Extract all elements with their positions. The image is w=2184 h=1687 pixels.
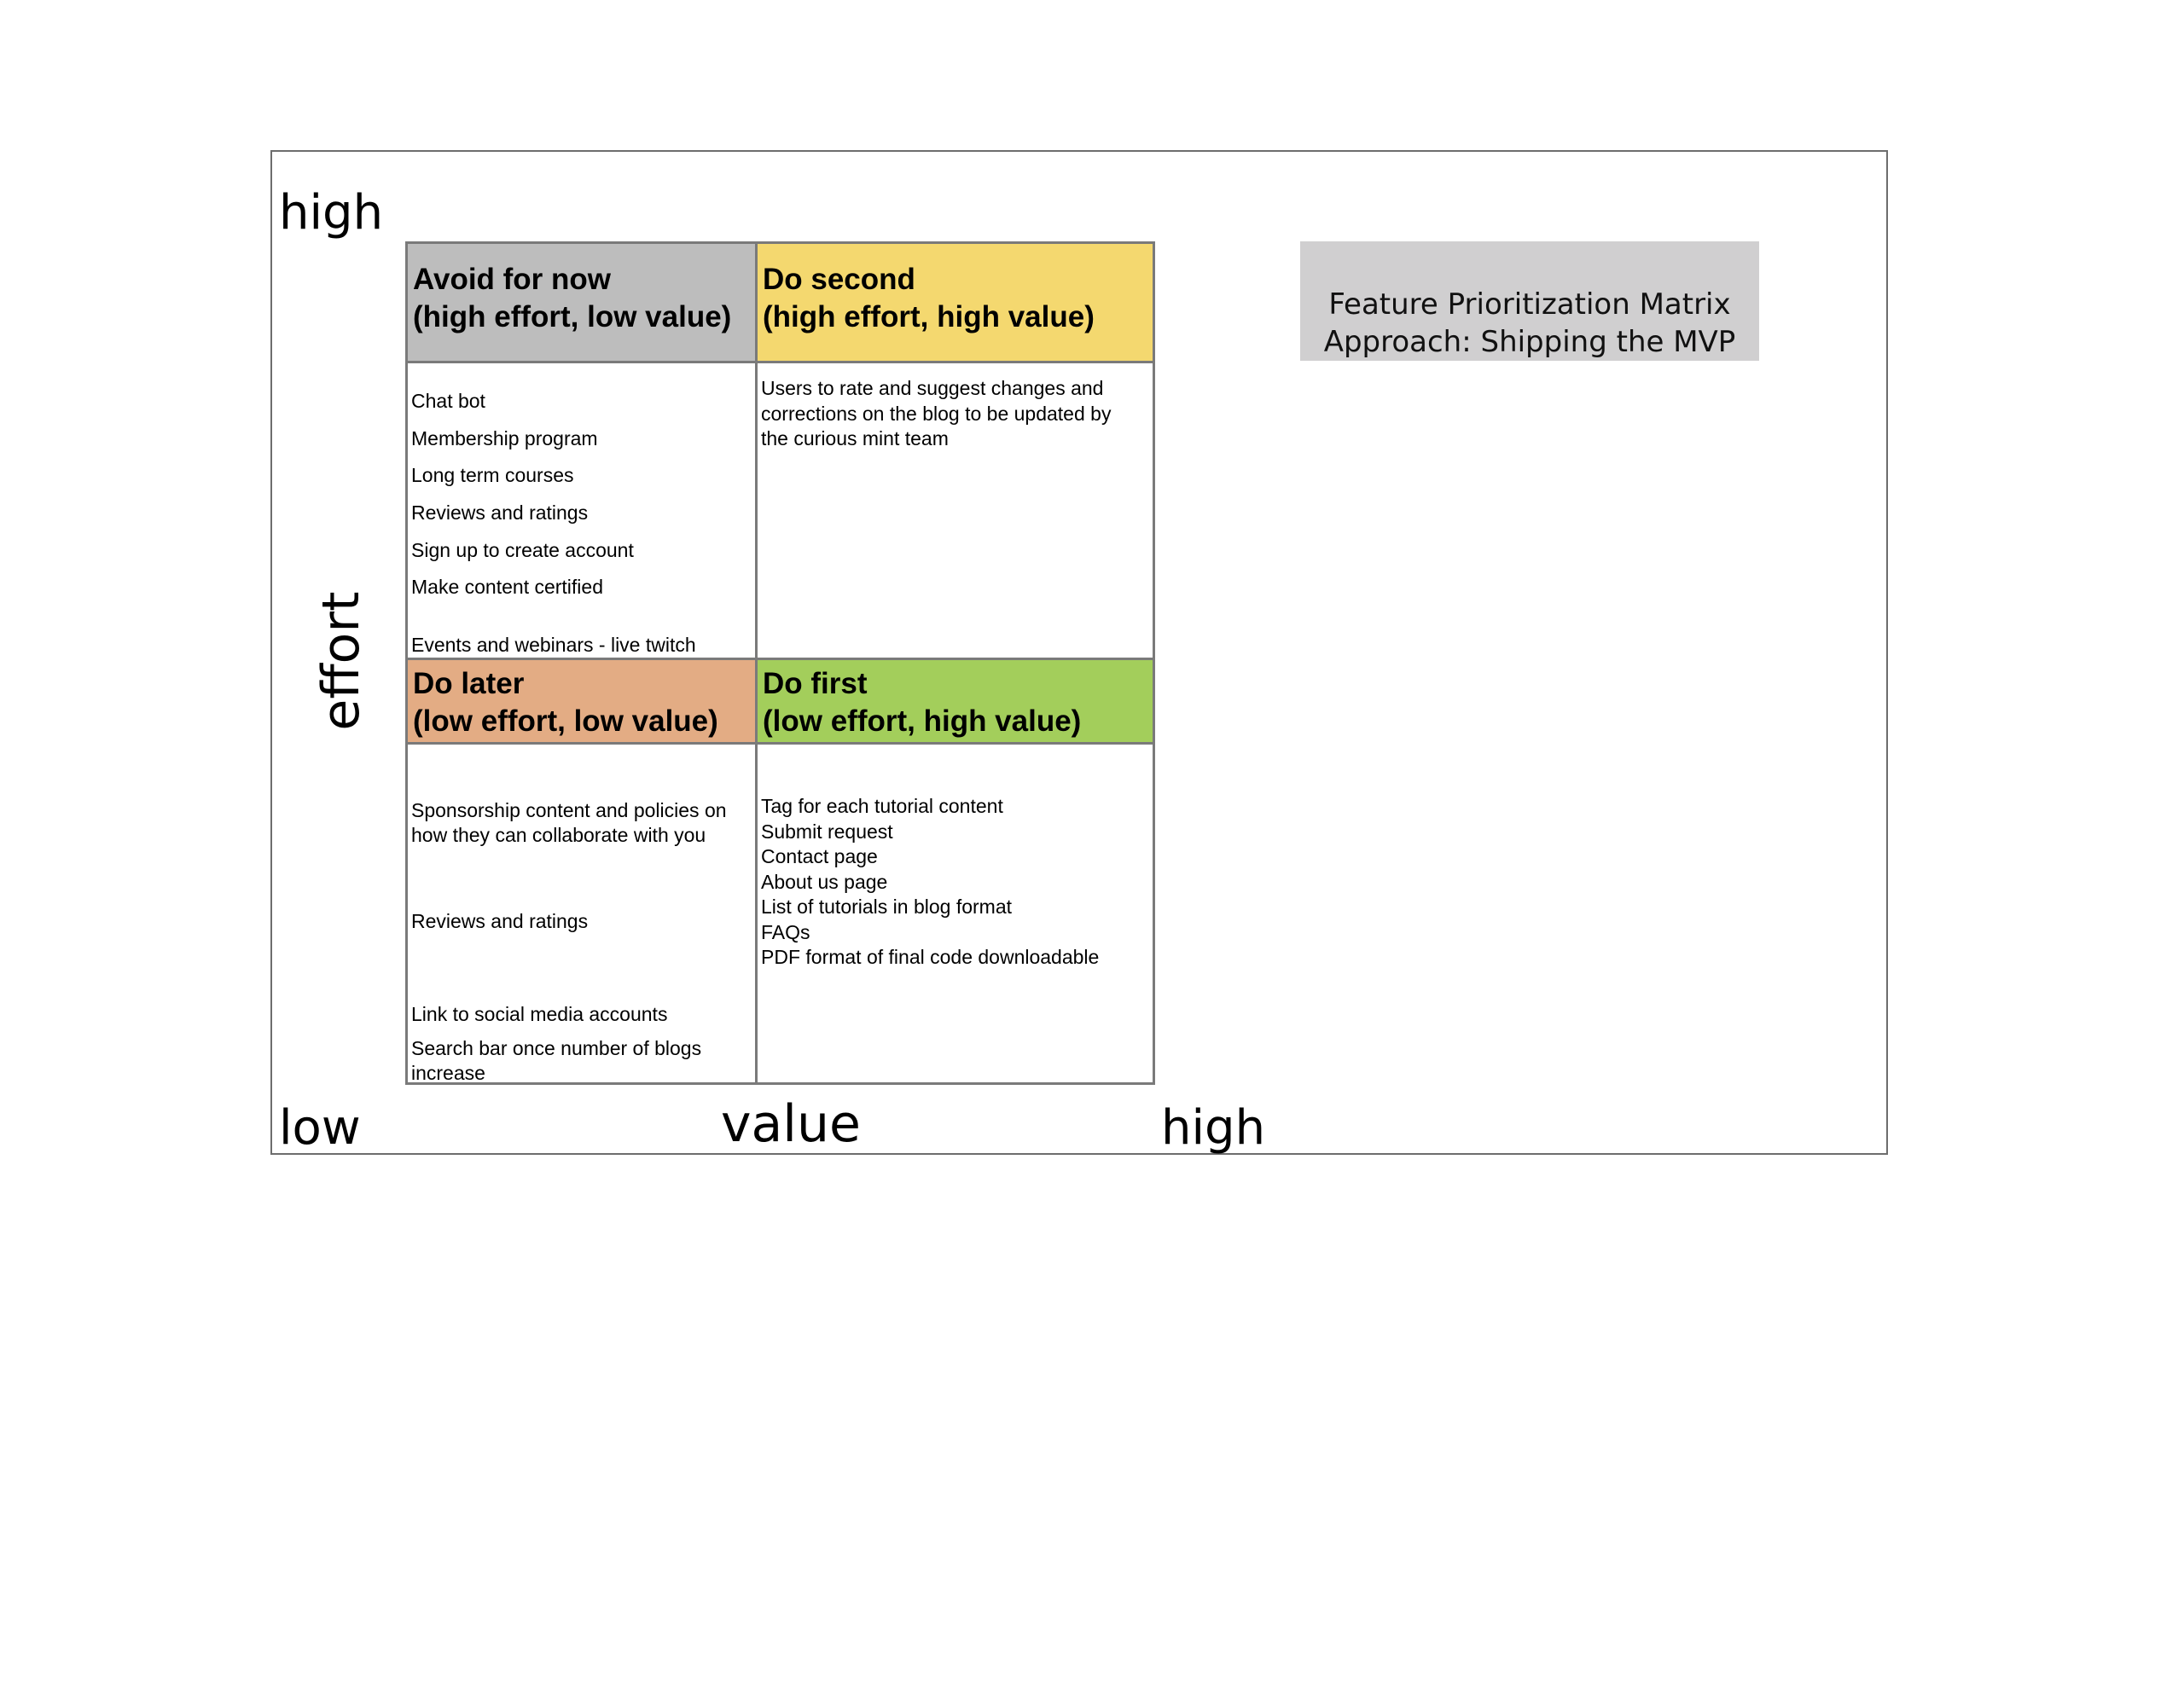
matrix-title-box: [1300, 241, 1759, 361]
list-item: Link to social media accounts: [411, 1003, 668, 1025]
quadrant-second-items: [761, 376, 1111, 452]
quadrant-later-title: Do later: [413, 667, 525, 700]
value-axis-label: value: [721, 1094, 861, 1154]
matrix-title-line2: Approach: Shipping the MVP: [1323, 325, 1736, 359]
list-item: List of tutorials in blog format: [761, 896, 1013, 918]
list-item: Reviews and ratings: [411, 910, 589, 932]
quadrant-second-title: Do second: [763, 263, 915, 296]
list-item: FAQs: [761, 920, 810, 943]
list-item: Contact page: [761, 845, 878, 867]
list-item: Chat bot: [411, 390, 485, 412]
list-item: the curious mint team: [761, 427, 949, 449]
quadrant-later-header: [408, 660, 755, 742]
quadrant-later-subtitle: (low effort, low value): [413, 704, 718, 738]
list-item: Sign up to create account: [411, 539, 634, 561]
list-item: Users to rate and suggest changes and: [761, 377, 1104, 399]
list-item: Submit request: [761, 820, 893, 843]
list-item: Reviews and ratings: [411, 501, 589, 524]
quadrant-first-header: [758, 660, 1153, 742]
prioritization-matrix: [405, 241, 1155, 1085]
quadrant-first-items: [761, 794, 1099, 971]
effort-high-label: high: [279, 185, 384, 241]
quadrant-second-header: [758, 244, 1153, 361]
list-item: Sponsorship content and policies on: [411, 799, 727, 821]
quadrant-avoid-header: [408, 244, 755, 361]
list-item: About us page: [761, 870, 888, 893]
list-item: PDF format of final code downloadable: [761, 946, 1100, 968]
quadrant-avoid-subtitle: (high effort, low value): [413, 300, 732, 333]
matrix-title-line1: Feature Prioritization Matrix: [1328, 287, 1731, 322]
quadrant-first-subtitle: (low effort, high value): [763, 704, 1082, 738]
quadrant-first-title: Do first: [763, 667, 868, 700]
list-item: Membership program: [411, 427, 598, 449]
list-item: Long term courses: [411, 464, 574, 486]
quadrant-second-subtitle: (high effort, high value): [763, 300, 1095, 333]
list-item: increase: [411, 1062, 485, 1084]
list-item: Tag for each tutorial content: [761, 795, 1003, 817]
value-high-label: high: [1161, 1100, 1266, 1156]
list-item: Events and webinars - live twitch: [411, 634, 696, 656]
divider-middle: [408, 658, 1153, 660]
list-item: Make content certified: [411, 576, 604, 598]
effort-axis-label: effort: [311, 591, 371, 731]
quadrant-avoid-title: Avoid for now: [413, 263, 612, 296]
divider-later-header: [408, 742, 1153, 745]
divider-avoid-header: [408, 361, 1153, 363]
list-item: Search bar once number of blogs: [411, 1037, 702, 1059]
list-item: how they can collaborate with you: [411, 824, 706, 846]
list-item: corrections on the blog to be updated by: [761, 402, 1112, 425]
axis-low-label: low: [279, 1100, 361, 1156]
matrix-vertical-divider: [755, 244, 758, 1082]
